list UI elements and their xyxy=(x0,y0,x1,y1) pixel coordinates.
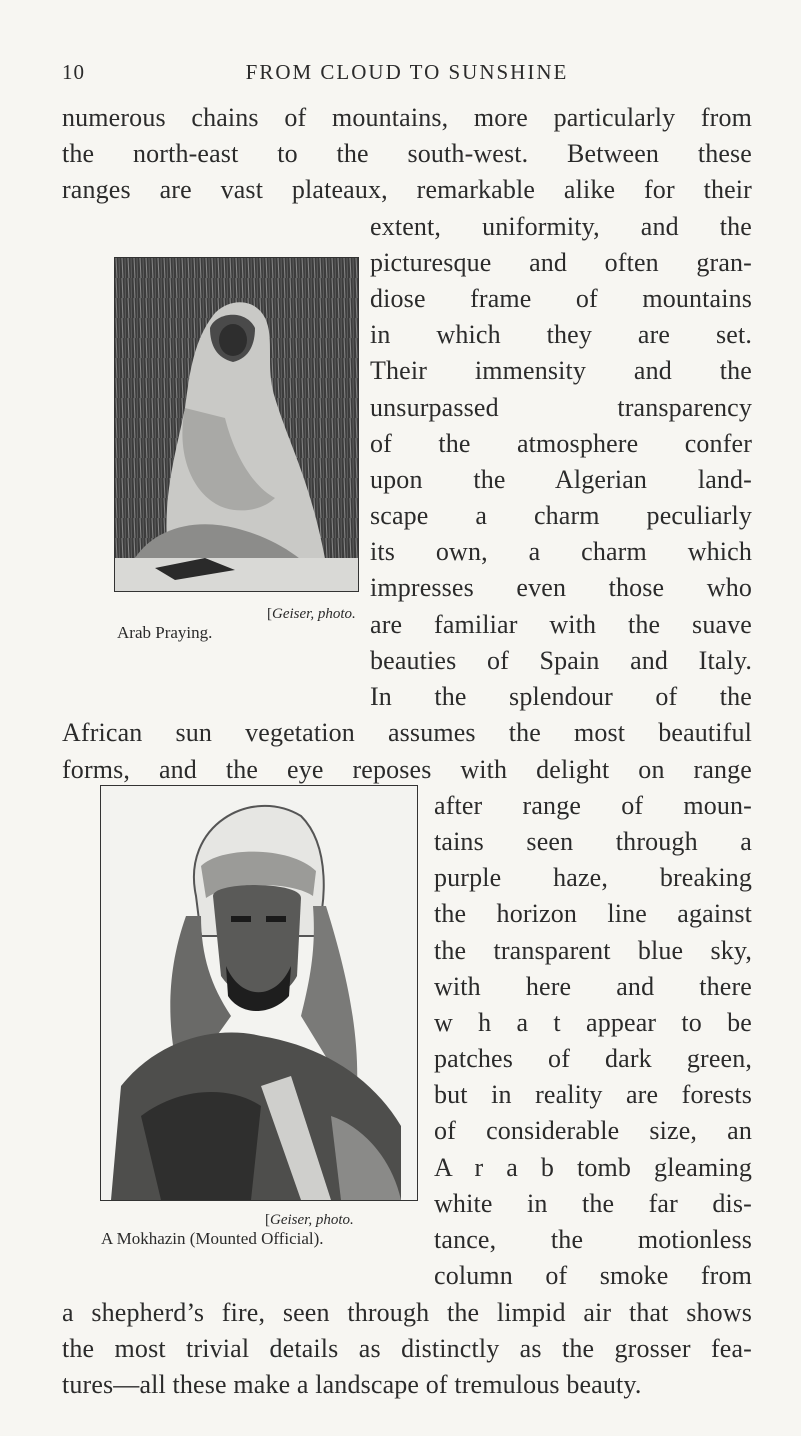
text-line: numerous chains of mountains, more particularly from xyxy=(62,103,752,132)
caption-title-2: A Mokhazin (Mounted Official). xyxy=(101,1229,324,1248)
photo-arab-praying-image xyxy=(115,258,358,591)
text-line: of considerable size, an xyxy=(434,1116,752,1146)
text-line: in which they are set. xyxy=(370,320,752,350)
caption-credit-1 xyxy=(267,606,356,623)
text-line: are familiar with the suave xyxy=(370,609,752,639)
text-line: tures—all these make a landscape of tremulous beauty. xyxy=(62,1369,642,1399)
text-line: impresses even those who xyxy=(370,573,752,603)
text-line: purple haze, breaking xyxy=(434,863,752,893)
text-line: the transparent blue sky, xyxy=(434,935,752,965)
credit-bracket: [ xyxy=(267,606,272,622)
text-line: with here and there xyxy=(434,971,752,1001)
page-number: 10 xyxy=(62,60,85,84)
text-line: In the splendour of the xyxy=(370,682,752,712)
text-line: diose frame of mountains xyxy=(370,283,752,313)
photo-mokhazin xyxy=(100,785,418,1201)
text-line: tains seen through a xyxy=(434,826,752,856)
text-line: w h a t appear to be xyxy=(434,1007,752,1037)
text-line: scape a charm peculiarly xyxy=(370,501,752,531)
text-line: the horizon line against xyxy=(434,899,752,929)
paragraph-side-2 xyxy=(434,788,752,1295)
text-line: its own, a charm which xyxy=(370,537,752,567)
text-line: unsurpassed transparency xyxy=(370,392,752,422)
text-line: beauties of Spain and Italy. xyxy=(370,645,752,675)
text-line: a shepherd’s fire, seen through the limpid air that shows xyxy=(62,1297,752,1327)
text-line: ranges are vast plateaux, remarkable alike for their xyxy=(62,175,752,205)
caption-credit-2 xyxy=(265,1212,354,1229)
paragraph-top xyxy=(62,100,752,209)
credit-text: Geiser, photo. xyxy=(272,606,356,622)
text-line: A r a b tomb gleaming xyxy=(434,1152,752,1182)
running-head xyxy=(62,60,752,90)
text-line: the most trivial details as distinctly as the grosser fea- xyxy=(62,1333,752,1363)
photo-mokhazin-image xyxy=(101,786,417,1200)
paragraph-middle xyxy=(62,715,752,787)
text-line: patches of dark green, xyxy=(434,1044,752,1074)
text-line: but in reality are forests xyxy=(434,1080,752,1110)
text-line: column of smoke from xyxy=(434,1261,752,1291)
text-line: tance, the motionless xyxy=(434,1225,752,1255)
text-line: upon the Algerian land- xyxy=(370,464,752,494)
credit-text: Geiser, photo. xyxy=(270,1212,354,1228)
photo-arab-praying xyxy=(114,257,359,592)
text-line: of the atmosphere confer xyxy=(370,428,752,458)
running-title: FROM CLOUD TO SUNSHINE xyxy=(245,60,569,84)
text-line: after range of moun- xyxy=(434,790,752,820)
caption-title-1: Arab Praying. xyxy=(117,623,213,642)
text-line: Their immensity and the xyxy=(370,356,752,386)
paragraph-side-1 xyxy=(370,209,752,716)
text-line: forms, and the eye reposes with delight on range xyxy=(62,754,752,784)
credit-bracket: [ xyxy=(265,1212,270,1228)
text-line: white in the far dis- xyxy=(434,1188,752,1218)
paragraph-bottom xyxy=(62,1295,752,1404)
text-line: picturesque and often gran- xyxy=(370,247,752,277)
text-line: extent, uniformity, and the xyxy=(370,211,752,241)
text-line: the north-east to the south-west. Between these xyxy=(62,139,752,169)
text-line: African sun vegetation assumes the most beautiful xyxy=(62,718,752,748)
